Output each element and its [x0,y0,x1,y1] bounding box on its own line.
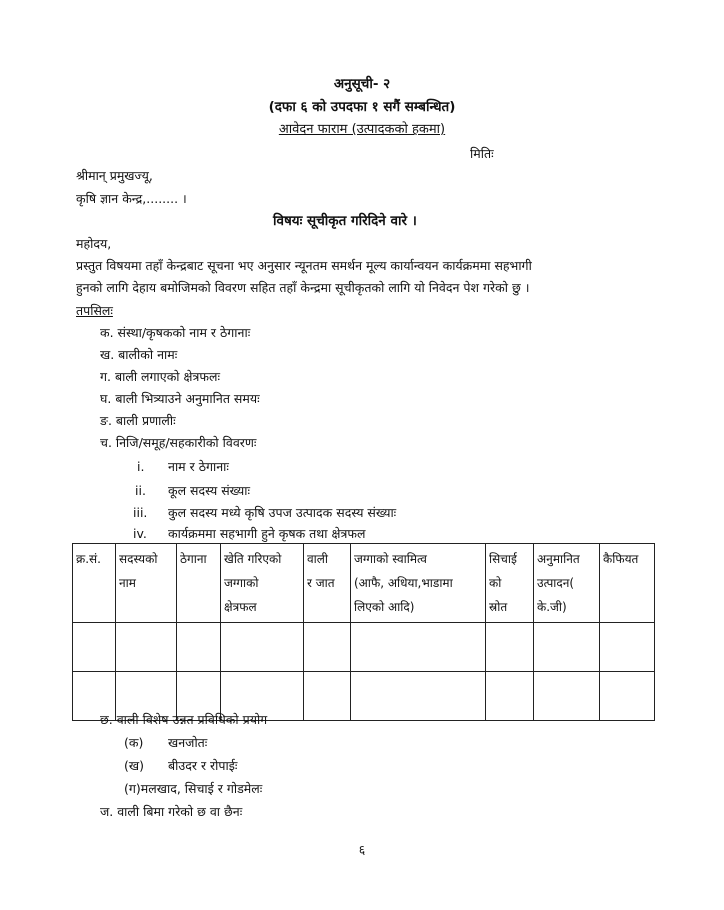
subitem-kha-num: (ख) [124,758,144,773]
item-ja: ज. वाली बिमा गरेको छ वा छैनः [100,804,243,819]
subitem-num: i. [137,459,145,474]
form-title: आवेदन फाराम (उत्पादकको हकमा) [278,122,446,137]
subitem-num: ii. [135,483,146,498]
table-cell[interactable] [486,672,534,721]
header-address: ठेगाना [177,544,221,623]
table-cell[interactable] [534,623,600,672]
header-member-name: सदस्यको नाम [116,544,177,623]
schedule-title: अनुसूची- २ [333,76,391,92]
date-label: मितिः [470,146,494,161]
body-line-2: हुनको लागि देहाय बमोजिमको विवरण सहित तहाँ केन्द्रमा सूचीकृतको लागि यो निवेदन पेश गरेको छु । [76,280,530,295]
subitem-text: कुल सदस्य मध्ये कृषि उपज उत्पादक सदस्य संख्याः [168,505,397,520]
body-line-1: प्रस्तुत विषयमा तहाँ केन्द्रबाट सूचना भए अनुसार न्यूनतम समर्थन मूल्य कार्यान्वयन कार्यक्रममा सहभागी [76,258,532,273]
item-chha: छ. वाली विशेष उन्नत प्रविधिको प्रयोग [100,712,268,727]
subitem-text: नाम र ठेगानाः [168,459,229,474]
header-cultivated-area: खेति गरिएको जग्गाको क्षेत्रफल [221,544,304,623]
schedule-reference: (दफा ६ को उपदफा १ सगैं सम्बन्धित) [268,99,456,115]
table-cell[interactable] [351,623,486,672]
subitem-kha-text: बीउदर र रोपाईः [168,758,238,773]
subitem-num: iv. [133,526,147,541]
header-irrigation-source: सिचाई को स्रोत [486,544,534,623]
subitem-text: कूल सदस्य संख्याः [168,483,250,498]
addressee-line-2: कृषि ज्ञान केन्द्र,........ । [76,191,187,206]
item-ka: क. संस्था/कृषकको नाम र ठेगानाः [100,325,251,340]
item-gha: घ. बाली भित्र्याउने अनुमानित समयः [100,391,260,406]
details-heading: तपसिलः [76,303,113,318]
header-remarks: कैफियत [600,544,655,623]
page-number: ६ [358,842,366,857]
table-cell[interactable] [304,672,351,721]
addressee-line-1: श्रीमान् प्रमुखज्यू, [76,168,153,183]
subitem-text: कार्यक्रममा सहभागी हुने कृषक तथा क्षेत्रफल [168,526,366,541]
item-nga: ङ. बाली प्रणालीः [100,413,176,428]
header-serial: क्र.सं. [73,544,116,623]
subject-line: विषयः सूचीकृत गरिदिने वारे । [273,213,417,229]
table-cell[interactable] [304,623,351,672]
table-cell[interactable] [600,672,655,721]
item-ga: ग. बाली लगाएको क्षेत्रफलः [100,369,221,384]
header-crop-variety: वाली र जात [304,544,351,623]
item-kha: ख. बालीको नामः [100,347,178,362]
subitem-ka-num: (क) [124,735,144,750]
table-header-row [73,544,655,623]
table-cell[interactable] [534,672,600,721]
table-cell[interactable] [221,623,304,672]
table-cell[interactable] [73,623,116,672]
table-cell[interactable] [600,623,655,672]
subitem-ga-text: (ग)मलखाद, सिचाई र गोडमेलः [124,781,263,796]
table-cell[interactable] [486,623,534,672]
item-cha: च. निजि/समूह/सहकारीको विवरणः [100,435,257,450]
table-cell[interactable] [351,672,486,721]
table-cell[interactable] [116,623,177,672]
participant-table [72,543,655,721]
header-estimated-production: अनुमानित उत्पादन( के.जी) [534,544,600,623]
subitem-ka-text: खनजोतः [168,735,208,750]
table-cell[interactable] [177,623,221,672]
table-row [73,623,655,672]
header-land-ownership: जग्गाको स्वामित्व (आफै, अधिया,भाडामा लिएको आदि) [351,544,486,623]
salutation: महोदय, [76,236,112,251]
subitem-num: iii. [133,505,148,520]
